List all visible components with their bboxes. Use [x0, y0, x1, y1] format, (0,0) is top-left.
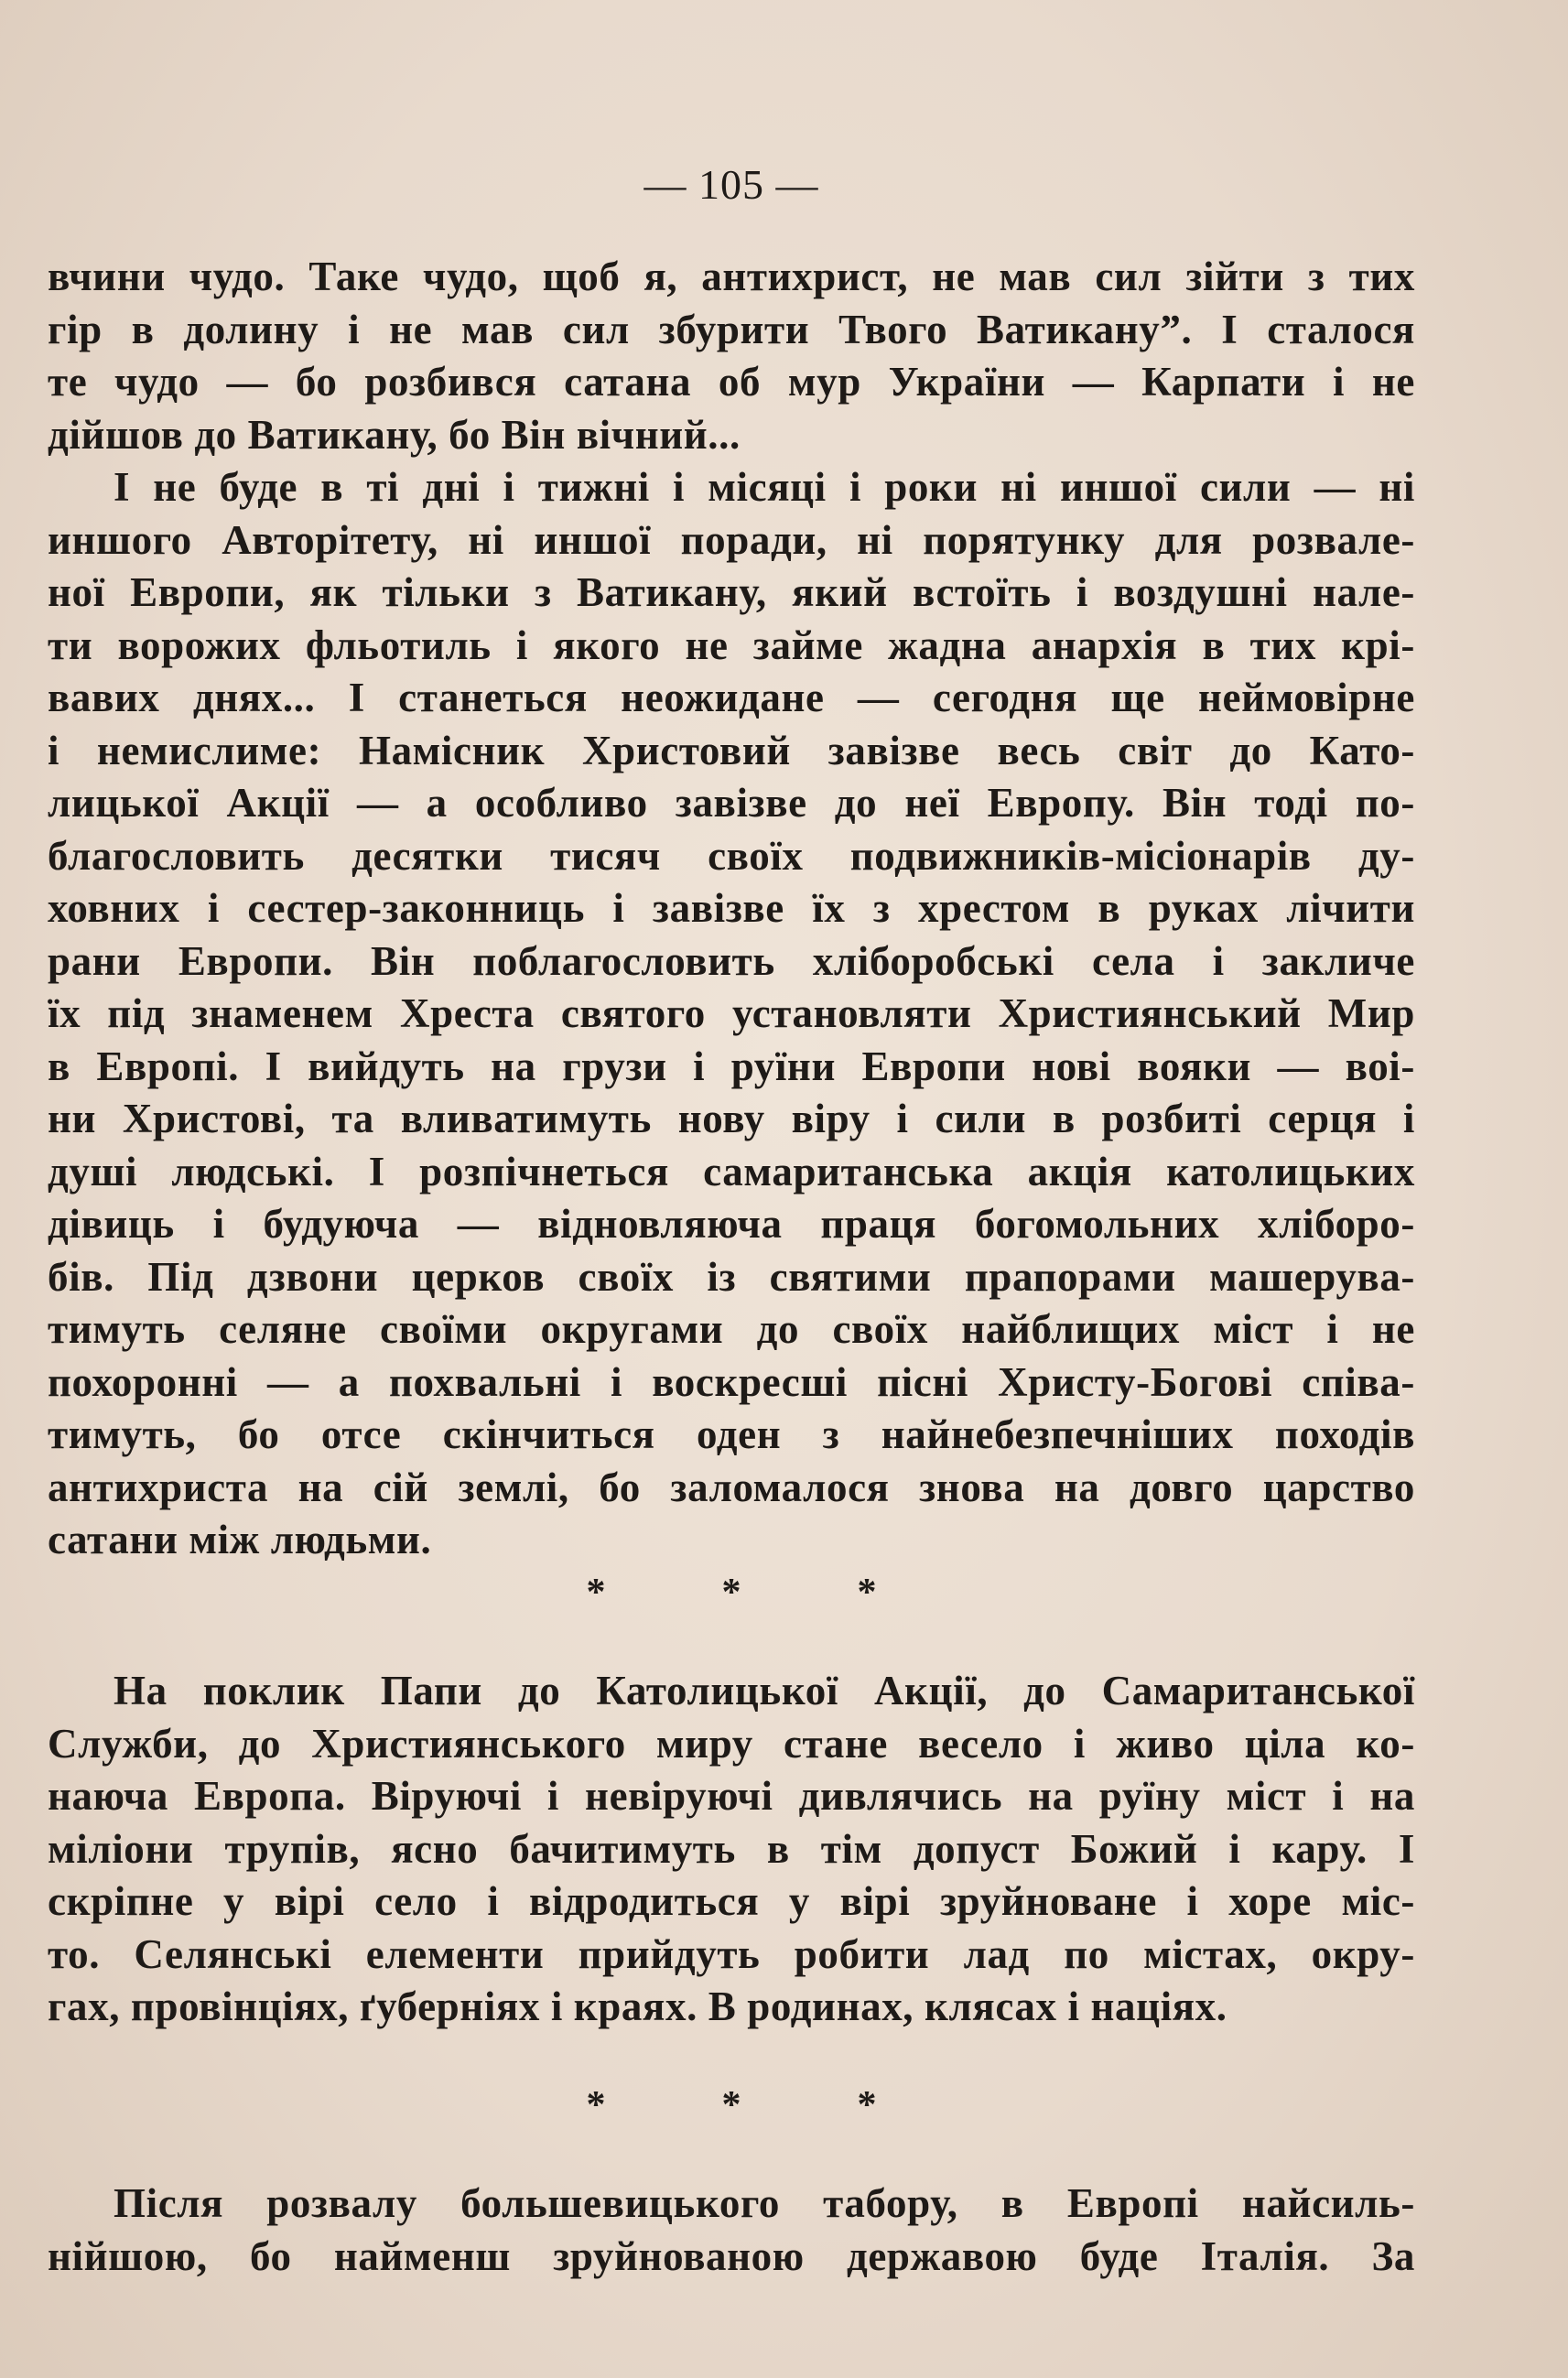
text-line: Після розвалу большевицького табору, в Европі найсиль- — [114, 2180, 1415, 2226]
text-line: і немислиме: Намісник Христовий завізве весь світ до Като- — [48, 727, 1415, 773]
separator-star: * — [721, 2083, 741, 2126]
text-line: то. Селянські елементи прийдуть робити лад по містах, окру- — [48, 1930, 1415, 1977]
text-line: иншого Авторітету, ні иншої поради, ні порятунку для розвале- — [48, 516, 1415, 563]
separator-star: * — [857, 1571, 877, 1614]
text-line: бів. Під дзвони церков своїх із святими прапорами машерува- — [48, 1253, 1415, 1300]
text-line: дійшов до Ватикану, бо Він вічний... — [48, 411, 741, 458]
text-line: гах, провінціях, ґуберніях і краях. В родинах, клясах і націях. — [48, 1983, 1227, 2029]
text-line: лицької Акції — а особливо завізве до неї Европу. Він тоді по- — [48, 780, 1415, 826]
text-line: в Европі. І вийдуть на грузи і руїни Европи нові вояки — воі- — [48, 1043, 1415, 1089]
text-line: ти ворожих фльотиль і якого не займе жадна анархія в тих крі- — [48, 622, 1415, 668]
text-line: вавих днях... І станеться неожидане — сегодня ще неймовірне — [48, 675, 1415, 720]
page-number: — 105 — — [643, 161, 819, 208]
text-line: Служби, до Християнського миру стане весело і живо ціла ко- — [48, 1720, 1415, 1767]
text-line: рани Европи. Він поблагословить хліборобські села і закличе — [48, 937, 1415, 984]
text-line: І не буде в ті дні і тижні і місяці і роки ні иншої сили — ні — [114, 464, 1415, 510]
text-line: душі людські. І розпічнеться самаританська акція католицьких — [48, 1148, 1415, 1194]
text-line: нійшою, бо найменш зруйнованою державою буде Італія. За — [48, 2232, 1415, 2279]
text-line: їх під знаменем Хреста святого установляти Християнський Мир — [48, 990, 1415, 1036]
text-line: міліони трупів, ясно бачитимуть в тім допуст Божий і кару. І — [48, 1825, 1415, 1872]
text-line: тимуть, бо отсе скінчиться оден з найнебезпечніших походів — [48, 1411, 1415, 1457]
text-line: гір в долину і не мав сил збурити Твого Ватикану”. І сталося — [48, 306, 1415, 352]
separator-star: * — [857, 2083, 877, 2126]
text-line: вчини чудо. Таке чудо, щоб я, антихрист, не мав сил зійти з тих — [48, 254, 1415, 299]
text-line: сатани між людьми. — [48, 1517, 432, 1562]
text-line: тимуть селяне своїми округами до своїх найблищих міст і не — [48, 1306, 1415, 1352]
text-line: похоронні — а похвальні і воскресші пісні Христу-Богові співа- — [48, 1358, 1415, 1405]
text-line: ховних і сестер-законниць і завізве їх з хрестом в руках лічити — [48, 885, 1415, 931]
text-line: наюча Европа. Віруючі і невіруючі дивлячись на руїну міст і на — [48, 1773, 1415, 1819]
text-line: скріпне у вірі село і відродиться у вірі зруйноване і хоре міс- — [48, 1878, 1415, 1924]
separator-star: * — [721, 1571, 741, 1614]
separator-star: * — [586, 1571, 606, 1614]
text-line: благословить десятки тисяч своїх подвижників-місіонарів ду- — [48, 832, 1415, 879]
text-line: ни Христові, та вливатимуть нову віру і сили в розбиті серця і — [48, 1096, 1415, 1141]
text-line: На поклик Папи до Католицької Акції, до Самаританської — [114, 1668, 1415, 1713]
body-text — [48, 251, 1415, 2283]
text-line: дівиць і будуюча — відновляюча праця богомольних хліборо- — [48, 1201, 1415, 1247]
text-line: ної Европи, як тільки з Ватикану, який встоїть і воздушні нале- — [48, 569, 1415, 615]
separator-star: * — [586, 2083, 606, 2126]
section-separator — [48, 1567, 1415, 1620]
text-line: антихриста на сій землі, бо заломалося знова на довго царство — [48, 1464, 1415, 1510]
text-line: те чудо — бо розбився сатана об мур України — Карпати і не — [48, 359, 1415, 405]
section-separator — [48, 2080, 1415, 2133]
